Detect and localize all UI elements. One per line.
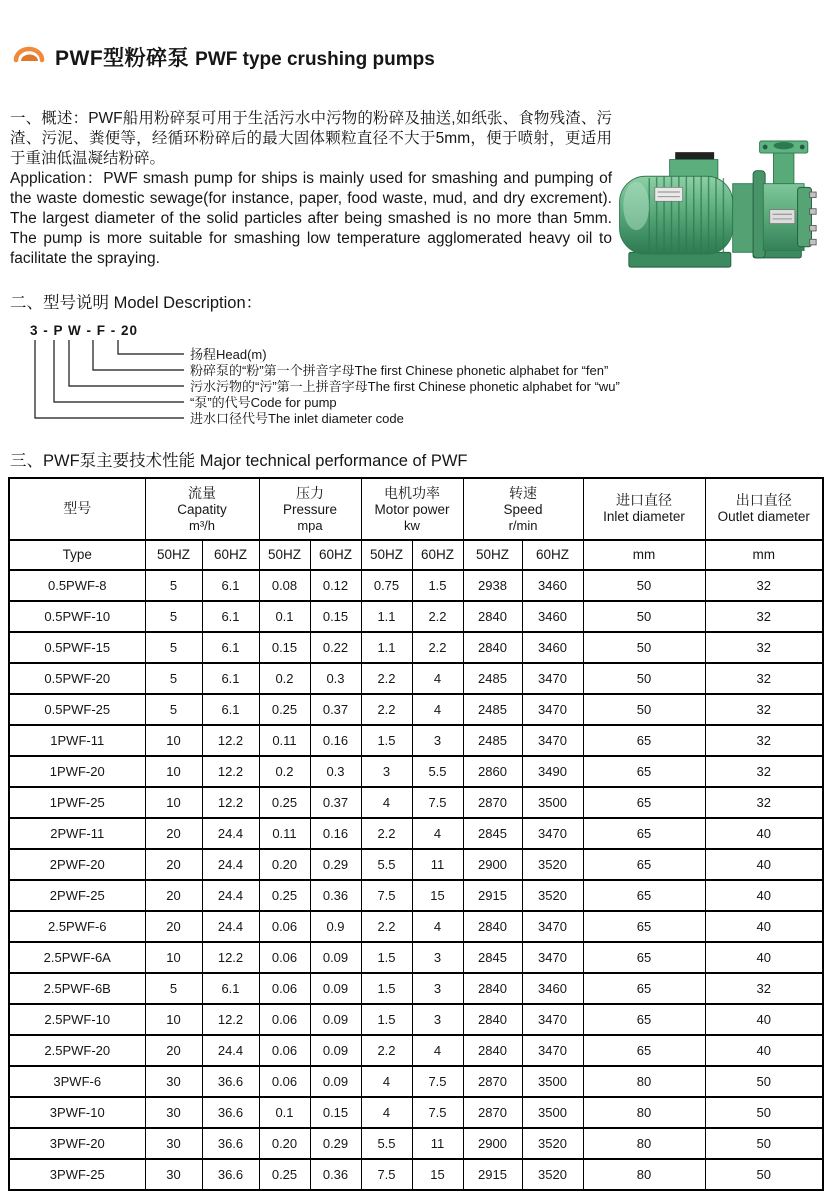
- value-cell: 7.5: [412, 1066, 463, 1097]
- code-label-wu: 污水污物的“污”第一上拼音字母The first Chinese phonetic alphabet for “wu”: [190, 378, 620, 394]
- value-cell: 4: [412, 911, 463, 942]
- value-cell: 32: [705, 632, 823, 663]
- value-cell: 15: [412, 1159, 463, 1190]
- pump-model-cell: 2PWF-11: [9, 818, 145, 849]
- table-row: [9, 880, 823, 911]
- value-cell: 36.6: [202, 1097, 259, 1128]
- value-cell: 2.2: [412, 601, 463, 632]
- value-cell: 0.15: [310, 1097, 361, 1128]
- value-cell: 24.4: [202, 818, 259, 849]
- value-cell: 36.6: [202, 1128, 259, 1159]
- value-cell: 4: [412, 818, 463, 849]
- subcol-pressure-60hz: 60HZ: [310, 540, 361, 570]
- value-cell: 0.11: [259, 818, 310, 849]
- table-row: [9, 911, 823, 942]
- value-cell: 0.09: [310, 1035, 361, 1066]
- value-cell: 2915: [463, 880, 522, 911]
- value-cell: 24.4: [202, 1035, 259, 1066]
- value-cell: 0.36: [310, 1159, 361, 1190]
- pump-model-cell: 0.5PWF-10: [9, 601, 145, 632]
- value-cell: 32: [705, 787, 823, 818]
- value-cell: 6.1: [202, 601, 259, 632]
- value-cell: 2485: [463, 725, 522, 756]
- table-row: [9, 570, 823, 601]
- subcol-motor-60hz: 60HZ: [412, 540, 463, 570]
- subcol-type: Type: [9, 540, 145, 570]
- value-cell: 3470: [522, 725, 583, 756]
- table-row: [9, 1066, 823, 1097]
- value-cell: 2860: [463, 756, 522, 787]
- value-cell: 20: [145, 1035, 202, 1066]
- value-cell: 24.4: [202, 880, 259, 911]
- value-cell: 2.2: [412, 632, 463, 663]
- pump-model-cell: 2.5PWF-6B: [9, 973, 145, 1004]
- value-cell: 2900: [463, 849, 522, 880]
- value-cell: 4: [361, 787, 412, 818]
- value-cell: 3470: [522, 1035, 583, 1066]
- model-description-heading: 二、型号说明 Model Description：: [10, 293, 263, 312]
- value-cell: 3520: [522, 1159, 583, 1190]
- overview-text: [10, 109, 612, 275]
- value-cell: 2840: [463, 1035, 522, 1066]
- value-cell: 80: [583, 1066, 705, 1097]
- value-cell: 80: [583, 1097, 705, 1128]
- value-cell: 65: [583, 942, 705, 973]
- value-cell: 2.2: [361, 1035, 412, 1066]
- value-cell: 20: [145, 849, 202, 880]
- value-cell: 0.25: [259, 880, 310, 911]
- value-cell: 0.37: [310, 694, 361, 725]
- value-cell: 6.1: [202, 694, 259, 725]
- subcol-capacity-50hz: 50HZ: [145, 540, 202, 570]
- page-header: [0, 0, 830, 99]
- value-cell: 7.5: [412, 1097, 463, 1128]
- pump-model-cell: 3PWF-25: [9, 1159, 145, 1190]
- value-cell: 30: [145, 1066, 202, 1097]
- value-cell: 2900: [463, 1128, 522, 1159]
- table-row: [9, 694, 823, 725]
- value-cell: 5.5: [412, 756, 463, 787]
- code-label-fen: 粉碎泵的“粉”第一个拼音字母The first Chinese phonetic alphabet for “fen”: [190, 362, 609, 378]
- value-cell: 2840: [463, 1004, 522, 1035]
- value-cell: 1.5: [361, 973, 412, 1004]
- value-cell: 1.1: [361, 632, 412, 663]
- value-cell: 0.15: [259, 632, 310, 663]
- value-cell: 2915: [463, 1159, 522, 1190]
- table-row: [9, 942, 823, 973]
- pump-model-cell: 3PWF-6: [9, 1066, 145, 1097]
- value-cell: 30: [145, 1128, 202, 1159]
- table-row: [9, 1035, 823, 1066]
- value-cell: 0.15: [310, 601, 361, 632]
- value-cell: 0.2: [259, 663, 310, 694]
- value-cell: 2870: [463, 787, 522, 818]
- value-cell: 5: [145, 632, 202, 663]
- value-cell: 3460: [522, 632, 583, 663]
- table-row: [9, 725, 823, 756]
- value-cell: 0.29: [310, 1128, 361, 1159]
- value-cell: 40: [705, 911, 823, 942]
- performance-heading: 三、PWF泵主要技术性能 Major technical performance of PWF: [10, 451, 468, 470]
- value-cell: 12.2: [202, 756, 259, 787]
- value-cell: 3470: [522, 1004, 583, 1035]
- value-cell: 50: [583, 632, 705, 663]
- value-cell: 0.29: [310, 849, 361, 880]
- col-speed: 转速 Speed r/min: [463, 478, 583, 540]
- value-cell: 2.2: [361, 911, 412, 942]
- table-header-groups: [9, 478, 823, 540]
- value-cell: 65: [583, 787, 705, 818]
- subcol-speed-60hz: 60HZ: [522, 540, 583, 570]
- table-row: [9, 787, 823, 818]
- pump-model-cell: 0.5PWF-8: [9, 570, 145, 601]
- value-cell: 5.5: [361, 849, 412, 880]
- value-cell: 2485: [463, 663, 522, 694]
- value-cell: 3500: [522, 1097, 583, 1128]
- value-cell: 32: [705, 725, 823, 756]
- value-cell: 32: [705, 694, 823, 725]
- value-cell: 0.3: [310, 756, 361, 787]
- table-row: [9, 601, 823, 632]
- value-cell: 3460: [522, 570, 583, 601]
- value-cell: 6.1: [202, 663, 259, 694]
- value-cell: 3: [412, 973, 463, 1004]
- value-cell: 4: [412, 1035, 463, 1066]
- value-cell: 3: [412, 942, 463, 973]
- value-cell: 11: [412, 849, 463, 880]
- model-code-diagram: [30, 323, 830, 431]
- value-cell: 4: [361, 1097, 412, 1128]
- value-cell: 65: [583, 911, 705, 942]
- value-cell: 11: [412, 1128, 463, 1159]
- value-cell: 36.6: [202, 1066, 259, 1097]
- col-motor-power: 电机功率 Motor power kw: [361, 478, 463, 540]
- value-cell: 32: [705, 663, 823, 694]
- value-cell: 40: [705, 880, 823, 911]
- value-cell: 0.06: [259, 1066, 310, 1097]
- subcol-speed-50hz: 50HZ: [463, 540, 522, 570]
- value-cell: 15: [412, 880, 463, 911]
- code-label-inlet: 进水口径代号The inlet diameter code: [190, 410, 404, 426]
- overview-paragraph-en: Application：PWF smash pump for ships is mainly used for smashing and pumping of the waste domestic sewage(for instance, paper, food waste, mud, and dry excrement). The largest diameter of the solid particles after being smashed is no more than 5mm. The pump is more suitable for smashing low temperature agglomerated heavy oil to facilitate the spraying.: [10, 169, 612, 267]
- value-cell: 65: [583, 725, 705, 756]
- value-cell: 4: [412, 694, 463, 725]
- value-cell: 3460: [522, 973, 583, 1004]
- value-cell: 7.5: [361, 1159, 412, 1190]
- value-cell: 12.2: [202, 787, 259, 818]
- value-cell: 0.12: [310, 570, 361, 601]
- value-cell: 50: [705, 1128, 823, 1159]
- value-cell: 0.16: [310, 725, 361, 756]
- value-cell: 2.2: [361, 818, 412, 849]
- value-cell: 40: [705, 1004, 823, 1035]
- value-cell: 0.06: [259, 1004, 310, 1035]
- value-cell: 36.6: [202, 1159, 259, 1190]
- value-cell: 10: [145, 756, 202, 787]
- subcol-outlet-mm: mm: [705, 540, 823, 570]
- value-cell: 0.1: [259, 1097, 310, 1128]
- pump-model-cell: 2PWF-20: [9, 849, 145, 880]
- value-cell: 0.06: [259, 973, 310, 1004]
- value-cell: 0.09: [310, 942, 361, 973]
- value-cell: 3: [412, 1004, 463, 1035]
- value-cell: 2845: [463, 818, 522, 849]
- col-capacity: 流量 Capatity m³/h: [145, 478, 259, 540]
- value-cell: 50: [583, 601, 705, 632]
- value-cell: 1.1: [361, 601, 412, 632]
- value-cell: 2.2: [361, 663, 412, 694]
- value-cell: 10: [145, 787, 202, 818]
- pump-illustration: [614, 135, 818, 275]
- col-type: 型号: [9, 478, 145, 540]
- value-cell: 0.25: [259, 787, 310, 818]
- value-cell: 3470: [522, 911, 583, 942]
- value-cell: 12.2: [202, 942, 259, 973]
- value-cell: 3470: [522, 818, 583, 849]
- value-cell: 30: [145, 1159, 202, 1190]
- page-title-en: PWF type crushing pumps: [195, 49, 435, 71]
- value-cell: 10: [145, 725, 202, 756]
- value-cell: 50: [583, 663, 705, 694]
- value-cell: 0.06: [259, 911, 310, 942]
- table-row: [9, 756, 823, 787]
- value-cell: 50: [583, 694, 705, 725]
- table-row: [9, 1128, 823, 1159]
- value-cell: 40: [705, 942, 823, 973]
- pump-model-cell: 1PWF-11: [9, 725, 145, 756]
- pump-model-cell: 0.5PWF-25: [9, 694, 145, 725]
- value-cell: 2870: [463, 1066, 522, 1097]
- value-cell: 0.25: [259, 694, 310, 725]
- pump-model-cell: 0.5PWF-20: [9, 663, 145, 694]
- value-cell: 5: [145, 663, 202, 694]
- value-cell: 32: [705, 570, 823, 601]
- table-row: [9, 849, 823, 880]
- value-cell: 0.1: [259, 601, 310, 632]
- table-row: [9, 818, 823, 849]
- value-cell: 40: [705, 818, 823, 849]
- value-cell: 0.09: [310, 1004, 361, 1035]
- value-cell: 5: [145, 601, 202, 632]
- value-cell: 2840: [463, 601, 522, 632]
- value-cell: 3520: [522, 849, 583, 880]
- table-row: [9, 973, 823, 1004]
- brand-arc-icon: [12, 43, 46, 67]
- value-cell: 2.2: [361, 694, 412, 725]
- table-row: [9, 632, 823, 663]
- value-cell: 32: [705, 756, 823, 787]
- overview-section: [0, 99, 830, 275]
- subcol-pressure-50hz: 50HZ: [259, 540, 310, 570]
- value-cell: 1.5: [361, 1004, 412, 1035]
- value-cell: 0.25: [259, 1159, 310, 1190]
- value-cell: 12.2: [202, 1004, 259, 1035]
- value-cell: 3: [361, 756, 412, 787]
- value-cell: 65: [583, 849, 705, 880]
- value-cell: 3460: [522, 601, 583, 632]
- pump-model-cell: 1PWF-20: [9, 756, 145, 787]
- value-cell: 0.2: [259, 756, 310, 787]
- subcol-motor-50hz: 50HZ: [361, 540, 412, 570]
- performance-table: [8, 477, 824, 1191]
- value-cell: 6.1: [202, 632, 259, 663]
- value-cell: 3470: [522, 663, 583, 694]
- overview-paragraph-zh: 一、概述：PWF船用粉碎泵可用于生活污水中污物的粉碎及抽送,如纸张、食物残渣、污渣、污泥、粪便等，经循环粉碎后的最大固体颗粒直径不大于5mm，便于喷射，更适用于重油低温凝结粉碎。: [10, 109, 612, 167]
- value-cell: 2485: [463, 694, 522, 725]
- value-cell: 2845: [463, 942, 522, 973]
- table-row: [9, 663, 823, 694]
- table-row: [9, 1097, 823, 1128]
- value-cell: 40: [705, 849, 823, 880]
- value-cell: 0.09: [310, 1066, 361, 1097]
- value-cell: 3470: [522, 942, 583, 973]
- page-title: [55, 36, 435, 73]
- value-cell: 10: [145, 942, 202, 973]
- pump-model-cell: 2.5PWF-6: [9, 911, 145, 942]
- col-pressure: 压力 Pressure mpa: [259, 478, 361, 540]
- value-cell: 50: [705, 1066, 823, 1097]
- value-cell: 50: [705, 1159, 823, 1190]
- value-cell: 0.37: [310, 787, 361, 818]
- value-cell: 5: [145, 694, 202, 725]
- value-cell: 12.2: [202, 725, 259, 756]
- value-cell: 0.9: [310, 911, 361, 942]
- value-cell: 6.1: [202, 973, 259, 1004]
- value-cell: 3: [412, 725, 463, 756]
- value-cell: 20: [145, 818, 202, 849]
- value-cell: 3520: [522, 880, 583, 911]
- value-cell: 2840: [463, 911, 522, 942]
- value-cell: 0.75: [361, 570, 412, 601]
- value-cell: 5: [145, 570, 202, 601]
- table-row: [9, 1159, 823, 1190]
- value-cell: 3490: [522, 756, 583, 787]
- value-cell: 65: [583, 1004, 705, 1035]
- value-cell: 50: [583, 570, 705, 601]
- value-cell: 20: [145, 911, 202, 942]
- value-cell: 0.06: [259, 942, 310, 973]
- value-cell: 0.06: [259, 1035, 310, 1066]
- pump-model-cell: 3PWF-20: [9, 1128, 145, 1159]
- value-cell: 0.22: [310, 632, 361, 663]
- table-body: [9, 570, 823, 1190]
- value-cell: 1.5: [412, 570, 463, 601]
- pump-model-cell: 2.5PWF-6A: [9, 942, 145, 973]
- value-cell: 6.1: [202, 570, 259, 601]
- pump-photo: [614, 135, 822, 275]
- value-cell: 0.11: [259, 725, 310, 756]
- col-inlet: 进口直径 Inlet diameter: [583, 478, 705, 540]
- col-outlet: 出口直径 Outlet diameter: [705, 478, 823, 540]
- value-cell: 5: [145, 973, 202, 1004]
- value-cell: 2870: [463, 1097, 522, 1128]
- value-cell: 2840: [463, 973, 522, 1004]
- pump-model-cell: 3PWF-10: [9, 1097, 145, 1128]
- table-row: [9, 1004, 823, 1035]
- pump-model-cell: 1PWF-25: [9, 787, 145, 818]
- value-cell: 7.5: [412, 787, 463, 818]
- value-cell: 5.5: [361, 1128, 412, 1159]
- value-cell: 0.20: [259, 1128, 310, 1159]
- code-label-pump: “泵”的代号Code for pump: [190, 394, 337, 410]
- pump-model-cell: 2PWF-25: [9, 880, 145, 911]
- table-header-subrow: [9, 540, 823, 570]
- subcol-inlet-mm: mm: [583, 540, 705, 570]
- value-cell: 65: [583, 880, 705, 911]
- value-cell: 1.5: [361, 725, 412, 756]
- value-cell: 24.4: [202, 849, 259, 880]
- value-cell: 0.3: [310, 663, 361, 694]
- pump-model-cell: 2.5PWF-10: [9, 1004, 145, 1035]
- value-cell: 10: [145, 1004, 202, 1035]
- value-cell: 40: [705, 1035, 823, 1066]
- value-cell: 0.09: [310, 973, 361, 1004]
- value-cell: 4: [412, 663, 463, 694]
- value-cell: 3500: [522, 1066, 583, 1097]
- value-cell: 30: [145, 1097, 202, 1128]
- value-cell: 32: [705, 601, 823, 632]
- value-cell: 7.5: [361, 880, 412, 911]
- value-cell: 80: [583, 1128, 705, 1159]
- value-cell: 2840: [463, 632, 522, 663]
- code-label-head: 扬程Head(m): [190, 346, 267, 362]
- value-cell: 2938: [463, 570, 522, 601]
- pump-model-cell: 2.5PWF-20: [9, 1035, 145, 1066]
- value-cell: 24.4: [202, 911, 259, 942]
- value-cell: 20: [145, 880, 202, 911]
- value-cell: 0.36: [310, 880, 361, 911]
- value-cell: 32: [705, 973, 823, 1004]
- pump-model-cell: 0.5PWF-15: [9, 632, 145, 663]
- value-cell: 1.5: [361, 942, 412, 973]
- value-cell: 65: [583, 756, 705, 787]
- value-cell: 0.20: [259, 849, 310, 880]
- page-title-zh: PWF型粉碎泵: [55, 47, 190, 71]
- value-cell: 0.16: [310, 818, 361, 849]
- value-cell: 3470: [522, 694, 583, 725]
- value-cell: 65: [583, 1035, 705, 1066]
- model-code: 3 - P W - F - 20: [30, 322, 139, 338]
- value-cell: 3500: [522, 787, 583, 818]
- value-cell: 0.08: [259, 570, 310, 601]
- value-cell: 80: [583, 1159, 705, 1190]
- value-cell: 65: [583, 973, 705, 1004]
- value-cell: 3520: [522, 1128, 583, 1159]
- value-cell: 50: [705, 1097, 823, 1128]
- value-cell: 65: [583, 818, 705, 849]
- value-cell: 4: [361, 1066, 412, 1097]
- subcol-capacity-60hz: 60HZ: [202, 540, 259, 570]
